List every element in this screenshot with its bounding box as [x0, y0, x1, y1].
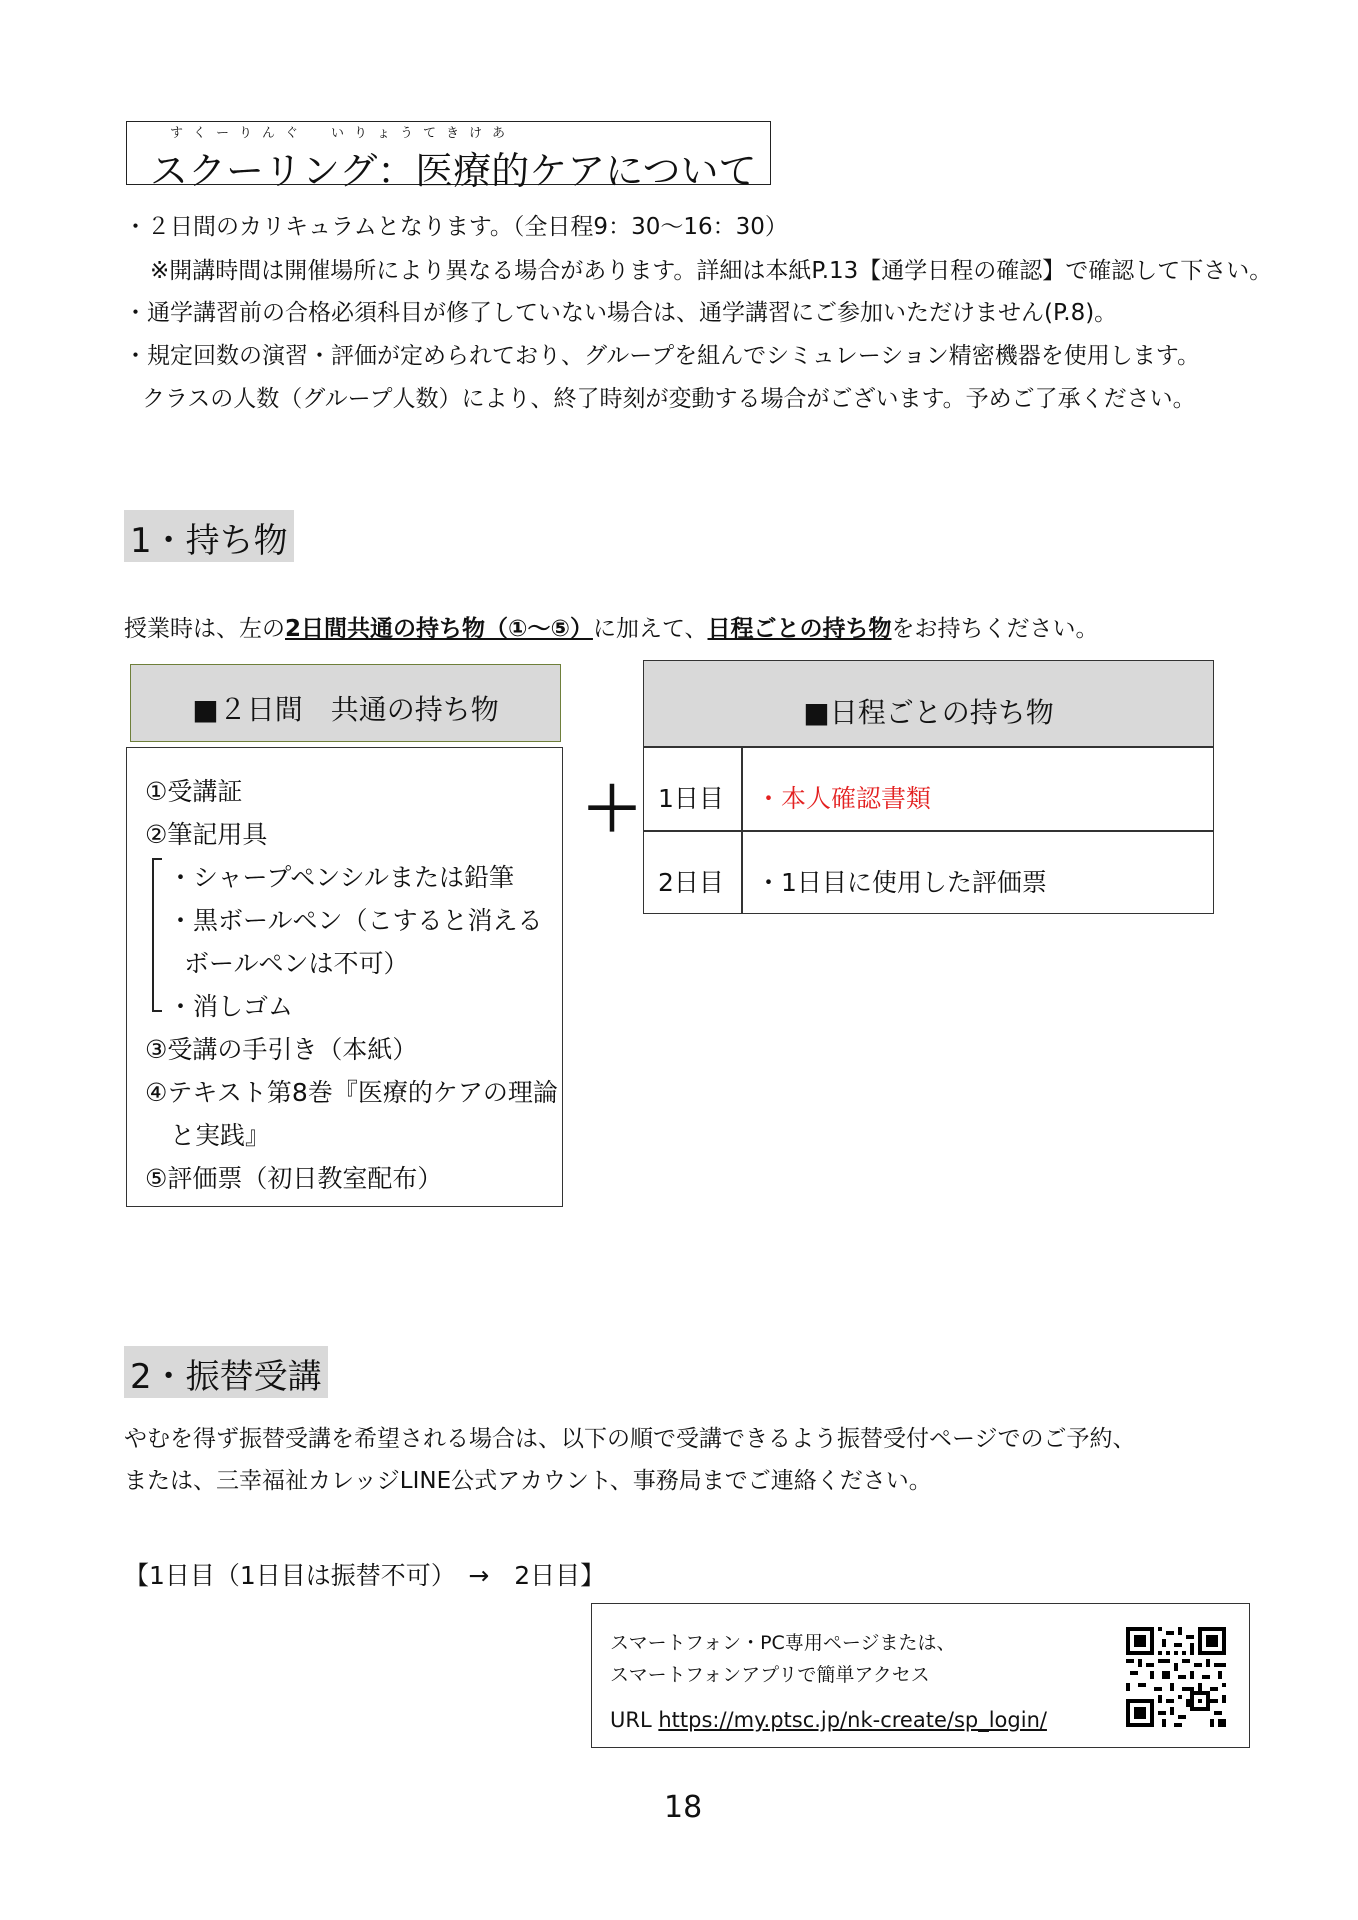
intro-line-5: クラスの人数（グループ人数）により、終了時刻が変動する場合がございます。予めご了承ください。	[142, 386, 1196, 412]
section2-line-1: やむを得ず振替受講を希望される場合は、以下の順で受講できるよう振替受付ページでのご予約、	[124, 1426, 1136, 1452]
item-2b: ・黒ボールペン（こすると消える	[168, 906, 543, 935]
url-link[interactable]: https://my.ptsc.jp/nk-create/sp_login/	[658, 1708, 1047, 1732]
item-4: ④テキスト第8巻『医療的ケアの理論	[145, 1078, 558, 1107]
day-2-label: 2日目	[658, 868, 724, 897]
plus-icon: ＋	[582, 775, 642, 845]
intro-line-4: ・規定回数の演習・評価が定められており、グループを組んでシミュレーション精密機器を使用します。	[124, 343, 1200, 369]
day-1-label: 1日目	[658, 784, 724, 813]
section1-description: 授業時は、左の2日間共通の持ち物（①～⑤）に加えて、日程ごとの持ち物をお持ちください。	[124, 616, 1099, 642]
page-number: 18	[664, 1790, 703, 1825]
reschedule-order: 【1日目（1日目は振替不可） → 2日目】	[124, 1561, 606, 1590]
intro-line-2: ※開講時間は開催場所により異なる場合があります。詳細は本紙P.13【通学日程の確認】で確認して下さい。	[150, 258, 1273, 284]
item-5: ⑤評価票（初日教室配布）	[145, 1164, 443, 1193]
item-4-cont: と実践』	[170, 1121, 271, 1150]
daily-items-header: ■日程ごとの持ち物	[643, 660, 1214, 748]
intro-line-1: ・２日間のカリキュラムとなります。（全日程9：30～16：30）	[124, 214, 788, 240]
access-line-2: スマートフォンアプリで簡単アクセス	[610, 1664, 930, 1686]
url-label: URL	[610, 1708, 652, 1732]
item-2c: ・消しゴム	[168, 992, 294, 1021]
item-1: ①受講証	[145, 777, 243, 806]
day-1-item: ・本人確認書類	[756, 784, 932, 813]
access-url[interactable]	[610, 1708, 1047, 1732]
access-line-1: スマートフォン・PC専用ページまたは、	[610, 1632, 956, 1654]
qr-code-icon[interactable]	[1126, 1627, 1226, 1727]
section2-line-2: または、三幸福祉カレッジLINE公式アカウント、事務局までご連絡ください。	[124, 1468, 932, 1494]
page-title: スクーリング：医療的ケアについて	[150, 149, 757, 193]
item-2a: ・シャープペンシルまたは鉛筆	[168, 863, 515, 892]
day-2-item: ・1日目に使用した評価票	[756, 868, 1047, 897]
item-2: ②筆記用具	[145, 820, 268, 849]
section1-heading: 1・持ち物	[124, 510, 294, 562]
item-3: ③受講の手引き（本紙）	[145, 1035, 418, 1064]
bracket	[152, 858, 162, 1012]
section2-heading: 2・振替受講	[124, 1346, 328, 1398]
common-items-header: ■２日間 共通の持ち物	[130, 664, 561, 742]
daily-items-table	[643, 746, 1214, 914]
title-ruby: すくーりんぐ いりょうてきけあ	[170, 126, 516, 141]
item-2b-cont: ボールペンは不可）	[184, 949, 409, 978]
intro-line-3: ・通学講習前の合格必須科目が修了していない場合は、通学講習にご参加いただけません(P.8)。	[124, 300, 1118, 326]
